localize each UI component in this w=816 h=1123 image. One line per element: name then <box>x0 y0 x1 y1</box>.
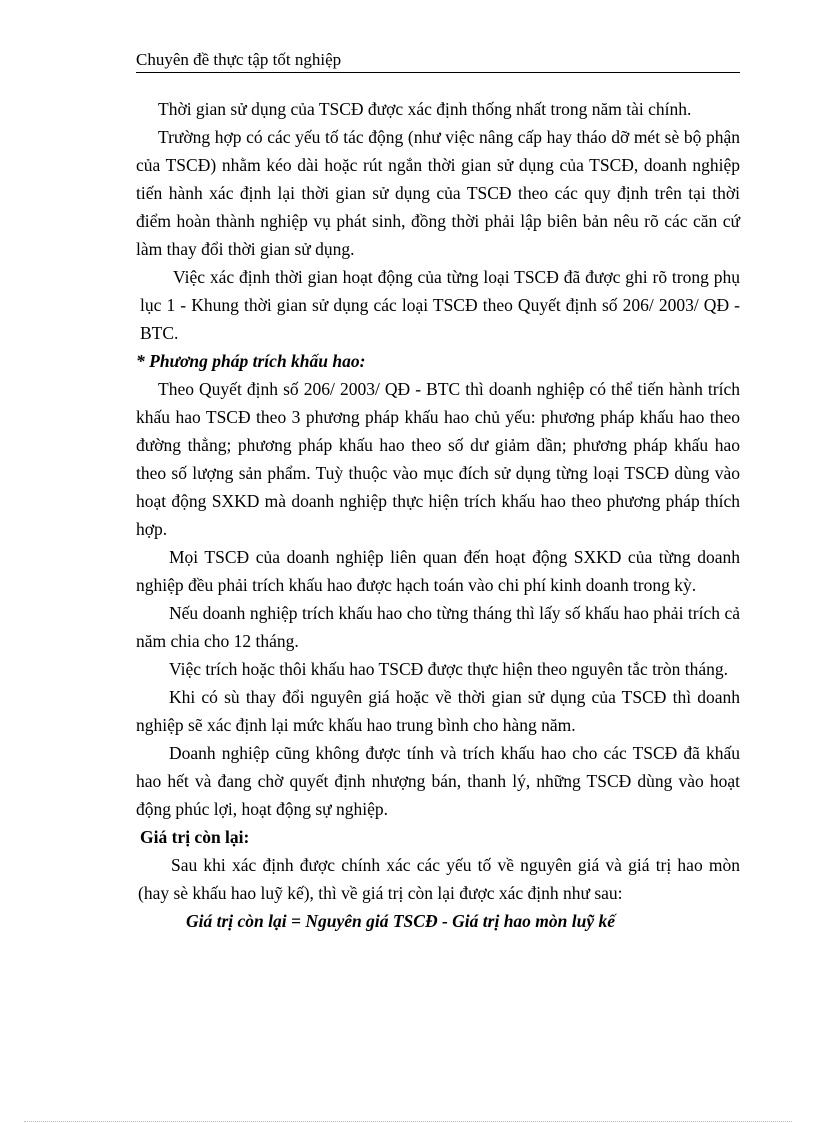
paragraph: Mọi TSCĐ của doanh nghiệp liên quan đến hoạt động SXKD của từng doanh nghiệp đều phải trích khấu hao được hạch toán vào chi phí kinh doanh trong kỳ. <box>136 547 740 595</box>
section-heading: * Phương pháp trích khấu hao: <box>136 351 366 371</box>
paragraph: Theo Quyết định số 206/ 2003/ QĐ - BTC thì doanh nghiệp có thể tiến hành trích khấu hao TSCĐ theo 3 phương pháp khấu hao chủ yếu: phương pháp khấu hao theo đường thẳng; phương pháp khấu hao theo số dư giảm dần; phương pháp khấu hao theo số lượng sản phẩm. Tuỳ thuộc vào mục đích sử dụng từng loại TSCĐ dùng vào hoạt động SXKD mà doanh nghiệp thực hiện trích khấu hao theo phương pháp thích hợp. <box>136 379 740 539</box>
paragraph: Việc xác định thời gian hoạt động của từng loại TSCĐ đã được ghi rõ trong phụ lục 1 - Khung thời gian sử dụng các loại TSCĐ theo Quyết định số 206/ 2003/ QĐ - BTC. <box>140 267 740 343</box>
header-title: Chuyên đề thực tập tốt nghiệp <box>136 50 342 69</box>
paragraph: Khi có sù thay đổi nguyên giá hoặc về thời gian sử dụng của TSCĐ thì doanh nghiệp sẽ xác định lại mức khấu hao trung bình cho hàng năm. <box>136 687 740 735</box>
section-heading: Giá trị còn lại: <box>140 827 250 847</box>
document-body <box>136 95 740 935</box>
paragraph: Doanh nghiệp cũng không được tính và trích khấu hao cho các TSCĐ đã khấu hao hết và đang chờ quyết định nhượng bán, thanh lý, những TSCĐ dùng vào hoạt động phúc lợi, hoạt động sự nghiệp. <box>136 743 740 819</box>
formula: Giá trị còn lại = Nguyên giá TSCĐ - Giá trị hao mòn luỹ kế <box>186 911 616 931</box>
paragraph: Sau khi xác định được chính xác các yếu tố về nguyên giá và giá trị hao mòn (hay sè khấu hao luỹ kế), thì về giá trị còn lại được xác định như sau: <box>138 855 740 903</box>
page-bottom-border <box>24 1121 792 1122</box>
paragraph: Việc trích hoặc thôi khấu hao TSCĐ được thực hiện theo nguyên tắc tròn tháng. <box>169 659 729 679</box>
paragraph: Trường hợp có các yếu tố tác động (như việc nâng cấp hay tháo dỡ mét sè bộ phận của TSCĐ) nhằm kéo dài hoặc rút ngắn thời gian sử dụng của TSCĐ, doanh nghiệp tiến hành xác định lại thời gian sử dụng của TSCĐ theo các quy định trên tại thời điểm hoàn thành nghiệp vụ phát sinh, đồng thời phải lập biên bản nêu rõ các căn cứ làm thay đổi thời gian sử dụng. <box>136 127 740 259</box>
paragraph: Nếu doanh nghiệp trích khấu hao cho từng tháng thì lấy số khấu hao phải trích cả năm chia cho 12 tháng. <box>136 603 740 651</box>
paragraph: Thời gian sử dụng của TSCĐ được xác định thống nhất trong năm tài chính. <box>158 99 692 119</box>
page-header <box>136 50 740 73</box>
